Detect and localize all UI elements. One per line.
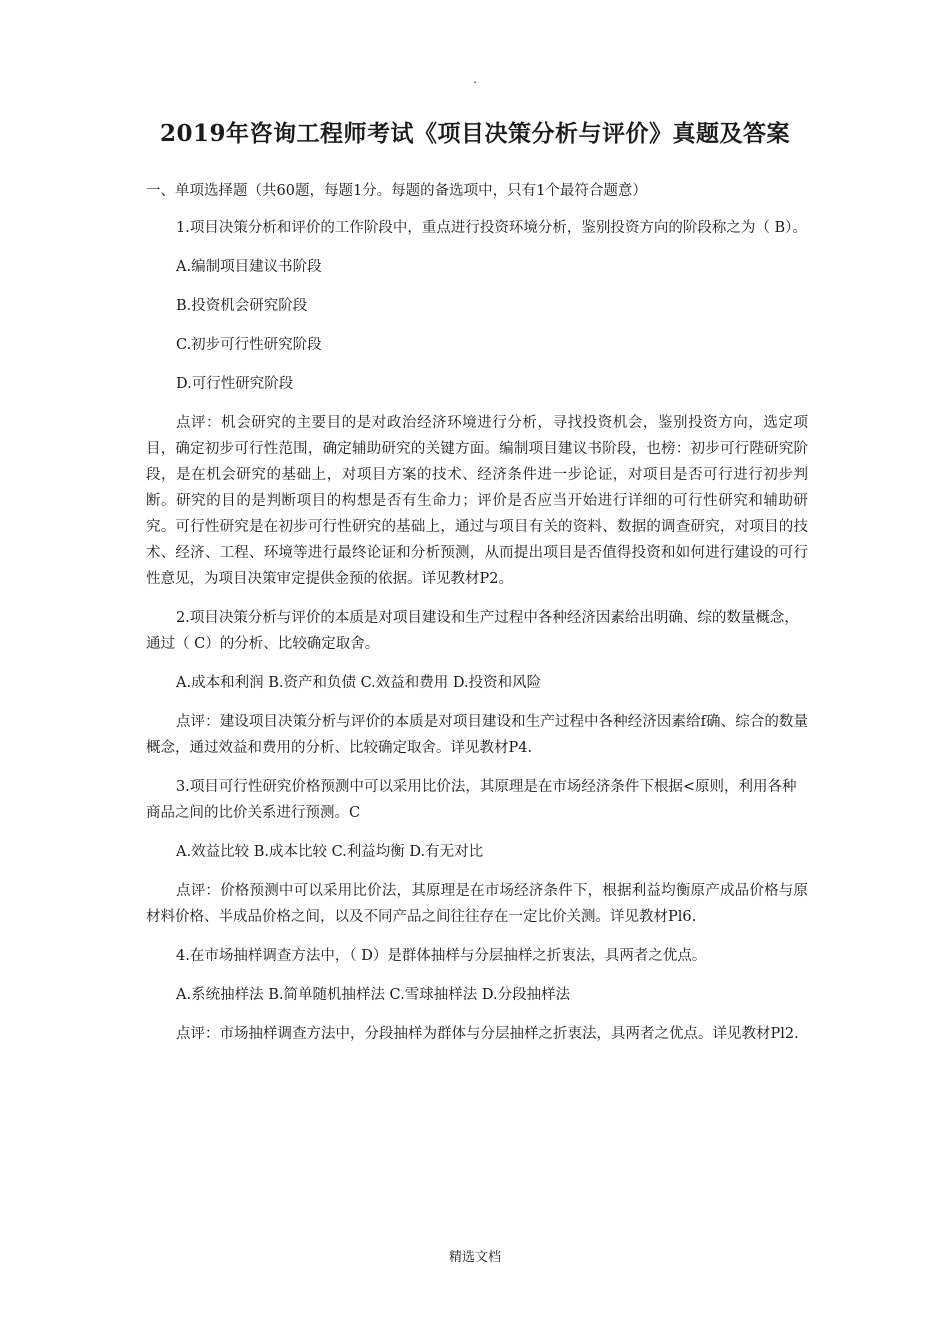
answer-option: D.可行性研究阶段 <box>176 376 294 392</box>
document-body <box>146 178 808 1060</box>
page-footer: 精选文档 <box>448 1250 501 1265</box>
question-block-4 <box>146 943 808 1047</box>
answer-option: C.初步可行性研究阶段 <box>176 337 322 353</box>
question-stem: 3.项目可行性研究价格预测中可以采用比价法，其原理是在市场经济条件下根据<原则，利用各种商品之间的比价关系进行预测。C <box>146 779 797 821</box>
question-block-2 <box>146 605 808 761</box>
answer-options-line: A.系统抽样法 B.简单随机抽样法 C.雪球抽样法 D.分段抽样法 <box>176 987 571 1003</box>
answer-option: B.投资机会研究阶段 <box>176 298 308 314</box>
section-heading: 一、单项选择题（共60题，每题1分。每题的备选项中，只有1个最符合题意） <box>146 183 647 199</box>
question-comment: 点评：建设项目决策分析与评价的本质是对项目建设和生产过程中各种经济因素给f确、综合的数量概念，通过效益和费用的分析、比较确定取舍。详见教材P4. <box>146 714 808 756</box>
header-mark: . <box>473 72 477 86</box>
answer-option: A.编制项目建议书阶段 <box>176 259 322 275</box>
answer-options-line: A.成本和利润 B.资产和负债 C.效益和费用 D.投资和风险 <box>176 675 542 691</box>
document-title: 2019年咨询工程师考试《项目决策分析与评价》真题及答案 <box>159 120 790 147</box>
question-stem: 1.项目决策分析和评价的工作阶段中，重点进行投资环境分析，鉴别投资方向的阶段称之为（ B）。 <box>176 220 807 236</box>
question-comment: 点评：机会研究的主要目的是对政治经济环境进行分析，寻找投资机会，鉴别投资方向，选定项目，确定初步可行性范围，确定辅助研究的关键方面。编制项目建议书阶段，也榜：初步可行陛研究阶段，是在机会研究的基础上，对项目方案的技术、经济条件进一步论证，对项目是否可行进行初步判断。研究的目的是判断项目的构想是否有生命力；评价是否应当开始进行详细的可行性研究和辅助研究。可行性研究是在初步可行性研究的基础上，通过与项目有关的资料、数据的调查研究，对项目的技术、经济、工程、环境等进行最终论证和分析预测，从而提出项目是否值得投资和如何进行建设的可行性意见，为项目决策审定提供金预的依据。详见教材P2。 <box>146 415 808 587</box>
question-stem: 4.在市场抽样调查方法中，（ D）是群体抽样与分层抽样之折衷法，具两者之优点。 <box>176 948 707 964</box>
answer-options-line: A.效益比较 B.成本比较 C.利益均衡 D.有无对比 <box>176 844 484 860</box>
question-block-3 <box>146 774 808 930</box>
question-stem: 2.项目决策分析与评价的本质是对项目建设和生产过程中各种经济因素给出明确、综的数量概念，通过（ C）的分析、比较确定取舍。 <box>146 610 799 652</box>
question-comment: 点评：价格预测中可以采用比价法，其原理是在市场经济条件下，根据利益均衡原产成品价格与原材料价格、半成品价格之间，以及不同产品之间往往存在一定比价关测。详见教材Pl6. <box>146 883 808 925</box>
question-block-1 <box>146 215 808 592</box>
question-comment: 点评：市场抽样调查方法中，分段抽样为群体与分层抽样之折衷法，具两者之优点。详见教材Pl2. <box>176 1026 799 1042</box>
